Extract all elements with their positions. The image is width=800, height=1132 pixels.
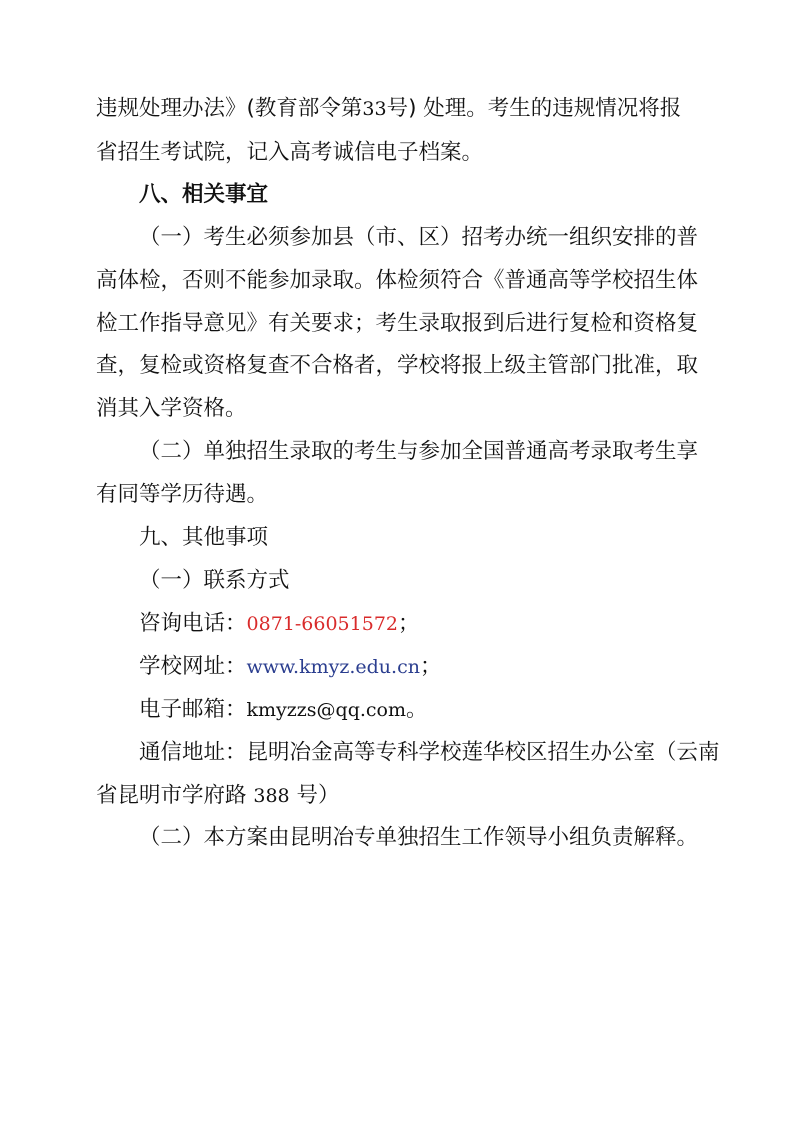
email-label: 电子邮箱：: [139, 697, 247, 722]
contact-website: [139, 652, 441, 682]
text: 省昆明市学府路: [96, 783, 247, 808]
email-address[interactable]: kmyzzs@qq.com: [246, 699, 407, 721]
contact-email: [139, 695, 428, 725]
paragraph-line: （一）考生必须参加县（市、区）招考办统一组织安排的普: [139, 225, 699, 250]
paragraph-line: 检工作指导意见》有关要求；考生录取报到后进行复检和资格复: [96, 311, 699, 336]
contact-address-cont: [96, 781, 339, 811]
punctuation: 。: [406, 697, 428, 722]
paragraph-line: 查，复检或资格复查不合格者，学校将报上级主管部门批准，取: [96, 353, 699, 378]
paragraph-line: 省招生考试院，记入高考诚信电子档案。: [96, 140, 484, 165]
text: 违规处理办法》(教育部令第: [96, 96, 363, 121]
text: 号）: [296, 783, 340, 808]
number: 33: [362, 98, 387, 120]
text: 号) 处理。考生的违规情况将报: [386, 96, 682, 121]
paragraph-line: 消其入学资格。: [96, 396, 247, 421]
paragraph-line: [96, 94, 681, 124]
phone-label: 咨询电话：: [139, 611, 247, 636]
paragraph-line: 有同等学历待遇。: [96, 482, 269, 507]
phone-number: 0871-66051572: [246, 613, 398, 635]
number: 388: [253, 785, 290, 807]
paragraph-line: （二）单独招生录取的考生与参加全国普通高考录取考生享: [139, 439, 699, 464]
paragraph-line: （二）本方案由昆明冶专单独招生工作领导小组负责解释。: [139, 825, 699, 850]
subsection-heading: （一）联系方式: [139, 568, 290, 593]
website-link[interactable]: www.kmyz.edu.cn: [246, 656, 420, 678]
punctuation: ；: [419, 654, 442, 679]
section-heading: 八、相关事宜: [139, 182, 269, 207]
section-heading: 九、其他事项: [139, 525, 269, 550]
punctuation: ；: [398, 611, 420, 636]
paragraph-line: 高体检，否则不能参加录取。体检须符合《普通高等学校招生体: [96, 268, 699, 293]
contact-address: 通信地址：昆明冶金高等专科学校莲华校区招生办公室（云南: [139, 740, 720, 765]
website-label: 学校网址：: [139, 654, 247, 679]
contact-phone: [139, 609, 420, 639]
